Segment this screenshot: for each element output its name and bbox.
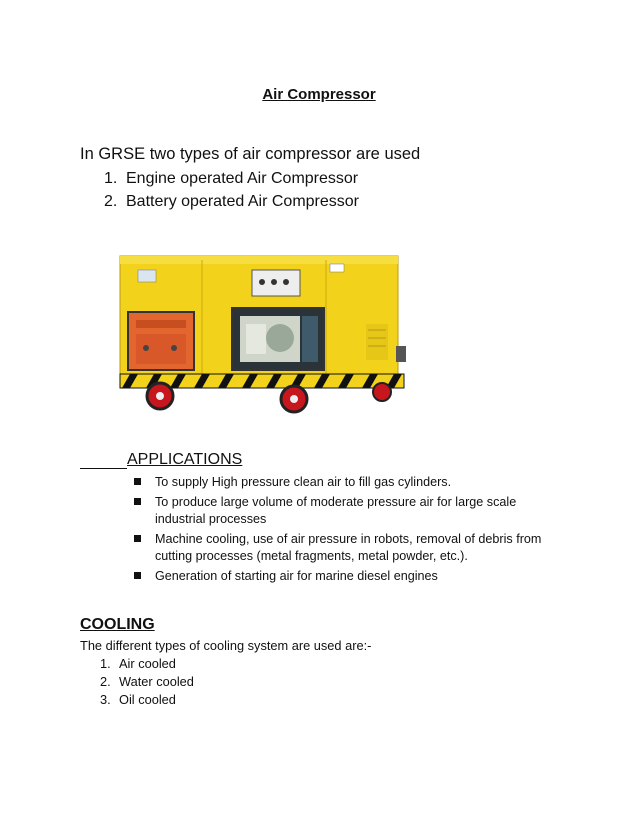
list-number: 1. [100,656,111,671]
applications-list [134,474,554,587]
list-item-text: Oil cooled [119,692,176,707]
intro-text: In GRSE two types of air compressor are used [80,145,421,163]
square-bullet-icon [134,535,141,542]
square-bullet-icon [134,478,141,485]
square-bullet-icon [134,572,141,579]
square-bullet-icon [134,498,141,505]
list-item-text: Air cooled [119,656,176,671]
list-item [134,494,554,529]
list-item [104,190,359,213]
list-number: 1. [104,170,118,187]
list-number: 3. [100,692,111,707]
cooling-intro: The different types of cooling system are used are:- [80,638,372,653]
list-item [100,655,194,673]
cooling-heading: COOLING [80,616,155,633]
list-item [134,531,554,566]
list-item [100,673,194,691]
cooling-types-list [100,655,194,709]
list-item-text: Machine cooling, use of air pressure in robots, removal of debris from cutting processes (metal fragments, metal powder, etc.). [155,531,542,563]
list-item [104,167,359,190]
list-item [134,474,554,492]
applications-heading [80,451,242,469]
list-item [134,568,554,586]
list-item [100,691,194,709]
air-compressor-photo [112,250,412,415]
list-item-text: To supply High pressure clean air to fill gas cylinders. [155,475,452,489]
list-item-text: Engine operated Air Compressor [126,170,359,187]
list-number: 2. [100,674,111,689]
list-item-text: To produce large volume of moderate pressure air for large scale industrial processes [155,494,517,526]
list-item-text: Battery operated Air Compressor [126,193,359,210]
page-title: Air Compressor [262,86,376,103]
list-item-text: Generation of starting air for marine diesel engines [155,568,438,583]
list-item-text: Water cooled [119,674,194,689]
compressor-types-list [104,167,359,213]
applications-heading-text: APPLICATIONS [127,451,243,468]
underline-blank [80,454,127,469]
list-number: 2. [104,193,118,210]
